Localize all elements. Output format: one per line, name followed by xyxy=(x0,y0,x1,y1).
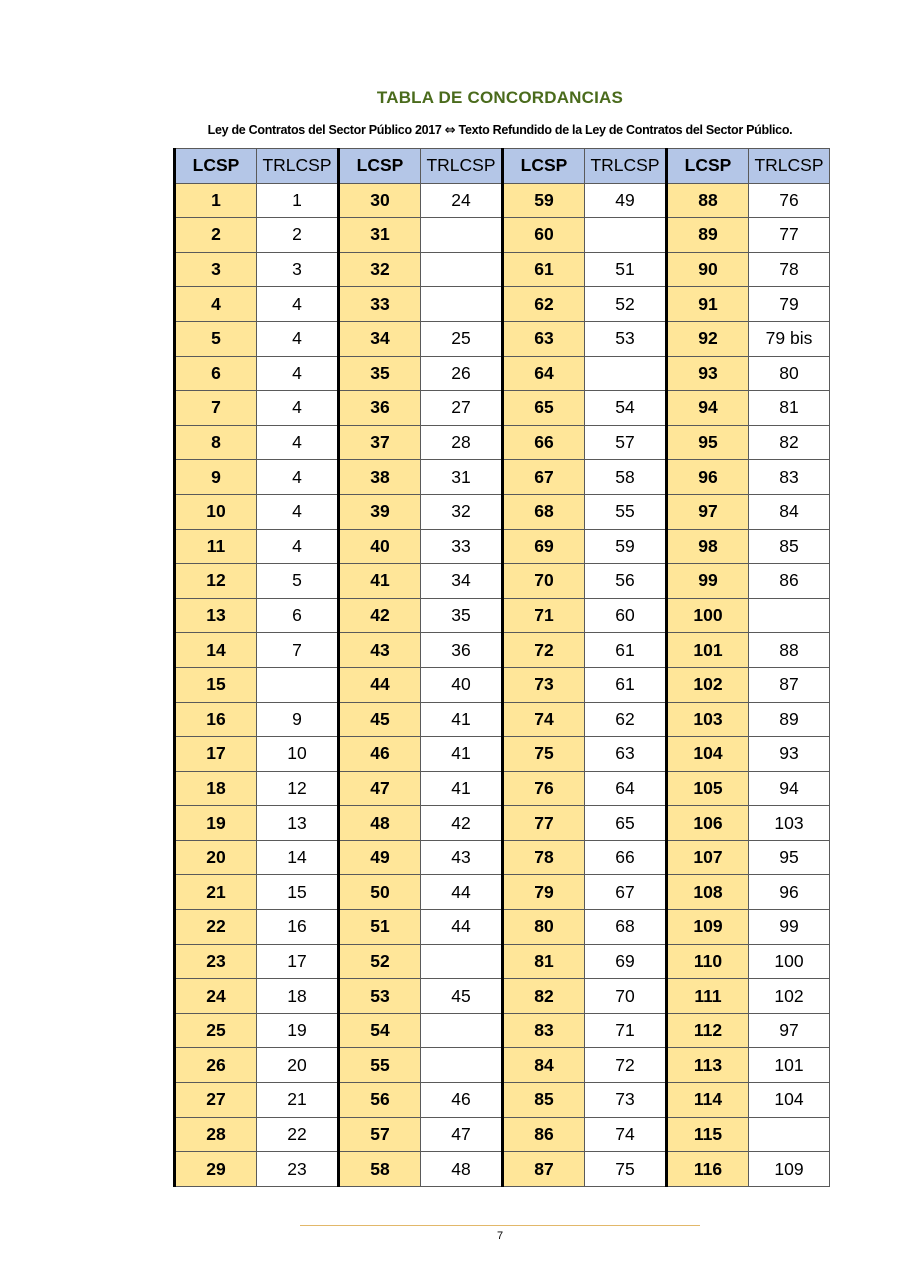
table-row xyxy=(175,321,830,356)
cell-lcsp: 109 xyxy=(667,910,749,945)
cell-lcsp: 30 xyxy=(339,183,421,218)
cell-trlcsp: 85 xyxy=(749,529,830,564)
cell-trlcsp: 59 xyxy=(585,529,667,564)
cell-trlcsp: 19 xyxy=(257,1013,339,1048)
concordance-table xyxy=(173,148,830,1187)
cell-trlcsp xyxy=(585,356,667,391)
column-header-trlcsp: TRLCSP xyxy=(257,149,339,184)
cell-trlcsp: 103 xyxy=(749,806,830,841)
cell-lcsp: 13 xyxy=(175,598,257,633)
cell-trlcsp: 93 xyxy=(749,737,830,772)
cell-lcsp: 58 xyxy=(339,1152,421,1187)
cell-trlcsp: 24 xyxy=(421,183,503,218)
cell-trlcsp: 60 xyxy=(585,598,667,633)
cell-trlcsp: 12 xyxy=(257,771,339,806)
cell-trlcsp: 13 xyxy=(257,806,339,841)
cell-lcsp: 62 xyxy=(503,287,585,322)
cell-trlcsp: 10 xyxy=(257,737,339,772)
table-row xyxy=(175,252,830,287)
cell-trlcsp: 96 xyxy=(749,875,830,910)
cell-trlcsp: 109 xyxy=(749,1152,830,1187)
cell-lcsp: 98 xyxy=(667,529,749,564)
cell-lcsp: 111 xyxy=(667,979,749,1014)
cell-trlcsp: 5 xyxy=(257,564,339,599)
cell-lcsp: 65 xyxy=(503,391,585,426)
cell-trlcsp: 35 xyxy=(421,598,503,633)
cell-lcsp: 26 xyxy=(175,1048,257,1083)
cell-lcsp: 63 xyxy=(503,321,585,356)
cell-lcsp: 49 xyxy=(339,840,421,875)
cell-lcsp: 105 xyxy=(667,771,749,806)
cell-trlcsp: 47 xyxy=(421,1117,503,1152)
cell-trlcsp xyxy=(421,287,503,322)
cell-lcsp: 18 xyxy=(175,771,257,806)
cell-trlcsp: 4 xyxy=(257,391,339,426)
cell-trlcsp: 75 xyxy=(585,1152,667,1187)
column-header-trlcsp: TRLCSP xyxy=(585,149,667,184)
cell-trlcsp: 4 xyxy=(257,356,339,391)
cell-lcsp: 16 xyxy=(175,702,257,737)
cell-lcsp: 50 xyxy=(339,875,421,910)
cell-trlcsp: 4 xyxy=(257,287,339,322)
cell-lcsp: 34 xyxy=(339,321,421,356)
cell-trlcsp: 61 xyxy=(585,667,667,702)
cell-lcsp: 55 xyxy=(339,1048,421,1083)
cell-lcsp: 75 xyxy=(503,737,585,772)
cell-lcsp: 43 xyxy=(339,633,421,668)
cell-lcsp: 68 xyxy=(503,494,585,529)
cell-lcsp: 52 xyxy=(339,944,421,979)
cell-trlcsp: 63 xyxy=(585,737,667,772)
cell-lcsp: 67 xyxy=(503,460,585,495)
cell-lcsp: 31 xyxy=(339,218,421,253)
cell-trlcsp: 45 xyxy=(421,979,503,1014)
cell-lcsp: 89 xyxy=(667,218,749,253)
cell-trlcsp: 4 xyxy=(257,425,339,460)
table-row xyxy=(175,494,830,529)
cell-lcsp: 45 xyxy=(339,702,421,737)
cell-lcsp: 32 xyxy=(339,252,421,287)
cell-trlcsp: 4 xyxy=(257,460,339,495)
cell-trlcsp: 14 xyxy=(257,840,339,875)
cell-trlcsp: 73 xyxy=(585,1083,667,1118)
cell-trlcsp: 95 xyxy=(749,840,830,875)
table-row xyxy=(175,391,830,426)
cell-lcsp: 41 xyxy=(339,564,421,599)
cell-lcsp: 37 xyxy=(339,425,421,460)
cell-lcsp: 93 xyxy=(667,356,749,391)
table-row xyxy=(175,771,830,806)
cell-lcsp: 5 xyxy=(175,321,257,356)
cell-lcsp: 90 xyxy=(667,252,749,287)
cell-trlcsp: 102 xyxy=(749,979,830,1014)
cell-trlcsp: 40 xyxy=(421,667,503,702)
cell-trlcsp: 84 xyxy=(749,494,830,529)
cell-lcsp: 101 xyxy=(667,633,749,668)
cell-trlcsp: 54 xyxy=(585,391,667,426)
cell-trlcsp: 88 xyxy=(749,633,830,668)
column-header-trlcsp: TRLCSP xyxy=(749,149,830,184)
page-number: 7 xyxy=(496,1230,504,1242)
cell-trlcsp xyxy=(421,218,503,253)
cell-lcsp: 102 xyxy=(667,667,749,702)
cell-lcsp: 96 xyxy=(667,460,749,495)
cell-lcsp: 1 xyxy=(175,183,257,218)
cell-trlcsp: 3 xyxy=(257,252,339,287)
cell-lcsp: 4 xyxy=(175,287,257,322)
cell-lcsp: 100 xyxy=(667,598,749,633)
table-row xyxy=(175,598,830,633)
cell-lcsp: 77 xyxy=(503,806,585,841)
cell-trlcsp: 20 xyxy=(257,1048,339,1083)
cell-trlcsp: 44 xyxy=(421,875,503,910)
cell-trlcsp: 104 xyxy=(749,1083,830,1118)
cell-lcsp: 104 xyxy=(667,737,749,772)
cell-trlcsp: 53 xyxy=(585,321,667,356)
cell-trlcsp: 16 xyxy=(257,910,339,945)
cell-lcsp: 28 xyxy=(175,1117,257,1152)
cell-lcsp: 81 xyxy=(503,944,585,979)
double-arrow-icon: ⇔ xyxy=(444,123,456,138)
cell-lcsp: 114 xyxy=(667,1083,749,1118)
table-row xyxy=(175,287,830,322)
cell-trlcsp: 31 xyxy=(421,460,503,495)
column-header-lcsp: LCSP xyxy=(175,149,257,184)
cell-trlcsp: 67 xyxy=(585,875,667,910)
cell-trlcsp xyxy=(421,944,503,979)
cell-lcsp: 115 xyxy=(667,1117,749,1152)
cell-lcsp: 108 xyxy=(667,875,749,910)
table-row xyxy=(175,944,830,979)
cell-lcsp: 71 xyxy=(503,598,585,633)
cell-trlcsp: 27 xyxy=(421,391,503,426)
cell-trlcsp: 97 xyxy=(749,1013,830,1048)
cell-lcsp: 76 xyxy=(503,771,585,806)
cell-lcsp: 51 xyxy=(339,910,421,945)
table-row xyxy=(175,218,830,253)
cell-lcsp: 47 xyxy=(339,771,421,806)
cell-lcsp: 7 xyxy=(175,391,257,426)
cell-trlcsp: 79 bis xyxy=(749,321,830,356)
cell-lcsp: 99 xyxy=(667,564,749,599)
cell-lcsp: 19 xyxy=(175,806,257,841)
cell-trlcsp: 51 xyxy=(585,252,667,287)
cell-lcsp: 57 xyxy=(339,1117,421,1152)
table-row xyxy=(175,875,830,910)
cell-trlcsp: 80 xyxy=(749,356,830,391)
footer-divider xyxy=(300,1225,700,1226)
document-subtitle xyxy=(0,123,906,138)
table-row xyxy=(175,1152,830,1187)
cell-lcsp: 17 xyxy=(175,737,257,772)
cell-trlcsp: 48 xyxy=(421,1152,503,1187)
cell-trlcsp: 100 xyxy=(749,944,830,979)
table-row xyxy=(175,529,830,564)
cell-trlcsp: 42 xyxy=(421,806,503,841)
table-row xyxy=(175,667,830,702)
cell-lcsp: 91 xyxy=(667,287,749,322)
cell-trlcsp: 2 xyxy=(257,218,339,253)
cell-trlcsp: 52 xyxy=(585,287,667,322)
cell-trlcsp: 82 xyxy=(749,425,830,460)
cell-trlcsp: 70 xyxy=(585,979,667,1014)
cell-lcsp: 9 xyxy=(175,460,257,495)
cell-trlcsp: 23 xyxy=(257,1152,339,1187)
table-row xyxy=(175,737,830,772)
cell-lcsp: 84 xyxy=(503,1048,585,1083)
cell-lcsp: 85 xyxy=(503,1083,585,1118)
cell-lcsp: 116 xyxy=(667,1152,749,1187)
cell-lcsp: 10 xyxy=(175,494,257,529)
cell-trlcsp xyxy=(421,252,503,287)
cell-trlcsp: 77 xyxy=(749,218,830,253)
cell-lcsp: 74 xyxy=(503,702,585,737)
cell-lcsp: 25 xyxy=(175,1013,257,1048)
cell-trlcsp: 57 xyxy=(585,425,667,460)
table-row xyxy=(175,183,830,218)
cell-lcsp: 29 xyxy=(175,1152,257,1187)
cell-trlcsp: 1 xyxy=(257,183,339,218)
cell-lcsp: 33 xyxy=(339,287,421,322)
table-header-row xyxy=(175,149,830,184)
cell-trlcsp: 62 xyxy=(585,702,667,737)
cell-trlcsp: 89 xyxy=(749,702,830,737)
subtitle-left: Ley de Contratos del Sector Público 2017 xyxy=(207,123,442,137)
cell-trlcsp: 68 xyxy=(585,910,667,945)
cell-lcsp: 54 xyxy=(339,1013,421,1048)
cell-trlcsp: 9 xyxy=(257,702,339,737)
cell-trlcsp xyxy=(749,598,830,633)
cell-trlcsp xyxy=(421,1048,503,1083)
cell-lcsp: 86 xyxy=(503,1117,585,1152)
cell-trlcsp: 64 xyxy=(585,771,667,806)
cell-trlcsp: 41 xyxy=(421,771,503,806)
cell-lcsp: 59 xyxy=(503,183,585,218)
cell-trlcsp: 6 xyxy=(257,598,339,633)
cell-lcsp: 61 xyxy=(503,252,585,287)
cell-trlcsp: 32 xyxy=(421,494,503,529)
cell-trlcsp xyxy=(421,1013,503,1048)
cell-trlcsp: 22 xyxy=(257,1117,339,1152)
cell-trlcsp: 28 xyxy=(421,425,503,460)
cell-trlcsp: 43 xyxy=(421,840,503,875)
table-row xyxy=(175,910,830,945)
column-header-lcsp: LCSP xyxy=(503,149,585,184)
cell-lcsp: 92 xyxy=(667,321,749,356)
cell-trlcsp: 79 xyxy=(749,287,830,322)
table-row xyxy=(175,806,830,841)
cell-trlcsp: 66 xyxy=(585,840,667,875)
cell-lcsp: 66 xyxy=(503,425,585,460)
table-row xyxy=(175,1013,830,1048)
cell-lcsp: 23 xyxy=(175,944,257,979)
cell-lcsp: 22 xyxy=(175,910,257,945)
cell-trlcsp: 41 xyxy=(421,702,503,737)
cell-lcsp: 24 xyxy=(175,979,257,1014)
cell-trlcsp: 87 xyxy=(749,667,830,702)
cell-trlcsp xyxy=(257,667,339,702)
table-row xyxy=(175,564,830,599)
cell-lcsp: 64 xyxy=(503,356,585,391)
cell-lcsp: 56 xyxy=(339,1083,421,1118)
cell-trlcsp: 4 xyxy=(257,494,339,529)
cell-trlcsp: 21 xyxy=(257,1083,339,1118)
cell-lcsp: 97 xyxy=(667,494,749,529)
cell-lcsp: 14 xyxy=(175,633,257,668)
cell-trlcsp: 25 xyxy=(421,321,503,356)
cell-lcsp: 15 xyxy=(175,667,257,702)
cell-lcsp: 60 xyxy=(503,218,585,253)
cell-trlcsp: 58 xyxy=(585,460,667,495)
cell-trlcsp: 46 xyxy=(421,1083,503,1118)
cell-lcsp: 82 xyxy=(503,979,585,1014)
cell-lcsp: 6 xyxy=(175,356,257,391)
cell-trlcsp: 44 xyxy=(421,910,503,945)
cell-lcsp: 107 xyxy=(667,840,749,875)
table-row xyxy=(175,1083,830,1118)
cell-trlcsp: 34 xyxy=(421,564,503,599)
table-row xyxy=(175,702,830,737)
cell-trlcsp: 18 xyxy=(257,979,339,1014)
cell-lcsp: 21 xyxy=(175,875,257,910)
table-row xyxy=(175,633,830,668)
cell-trlcsp: 81 xyxy=(749,391,830,426)
cell-lcsp: 78 xyxy=(503,840,585,875)
cell-trlcsp: 33 xyxy=(421,529,503,564)
cell-lcsp: 39 xyxy=(339,494,421,529)
cell-trlcsp: 76 xyxy=(749,183,830,218)
cell-trlcsp: 56 xyxy=(585,564,667,599)
table-row xyxy=(175,1048,830,1083)
cell-lcsp: 48 xyxy=(339,806,421,841)
cell-lcsp: 27 xyxy=(175,1083,257,1118)
table-row xyxy=(175,460,830,495)
cell-lcsp: 3 xyxy=(175,252,257,287)
cell-trlcsp: 101 xyxy=(749,1048,830,1083)
cell-lcsp: 112 xyxy=(667,1013,749,1048)
cell-lcsp: 73 xyxy=(503,667,585,702)
cell-lcsp: 88 xyxy=(667,183,749,218)
column-header-lcsp: LCSP xyxy=(339,149,421,184)
cell-trlcsp: 83 xyxy=(749,460,830,495)
cell-trlcsp: 69 xyxy=(585,944,667,979)
table-row xyxy=(175,425,830,460)
cell-trlcsp: 4 xyxy=(257,529,339,564)
cell-trlcsp: 41 xyxy=(421,737,503,772)
cell-trlcsp: 15 xyxy=(257,875,339,910)
cell-lcsp: 8 xyxy=(175,425,257,460)
cell-lcsp: 72 xyxy=(503,633,585,668)
cell-lcsp: 79 xyxy=(503,875,585,910)
cell-lcsp: 12 xyxy=(175,564,257,599)
column-header-trlcsp: TRLCSP xyxy=(421,149,503,184)
table-row xyxy=(175,1117,830,1152)
cell-trlcsp: 71 xyxy=(585,1013,667,1048)
cell-lcsp: 11 xyxy=(175,529,257,564)
cell-trlcsp: 26 xyxy=(421,356,503,391)
table-row xyxy=(175,356,830,391)
cell-lcsp: 87 xyxy=(503,1152,585,1187)
cell-lcsp: 53 xyxy=(339,979,421,1014)
cell-lcsp: 106 xyxy=(667,806,749,841)
cell-trlcsp: 36 xyxy=(421,633,503,668)
cell-trlcsp: 94 xyxy=(749,771,830,806)
cell-lcsp: 83 xyxy=(503,1013,585,1048)
cell-trlcsp: 72 xyxy=(585,1048,667,1083)
cell-trlcsp: 4 xyxy=(257,321,339,356)
cell-trlcsp: 78 xyxy=(749,252,830,287)
cell-lcsp: 36 xyxy=(339,391,421,426)
subtitle-right: Texto Refundido de la Ley de Contratos del Sector Público. xyxy=(458,123,793,137)
cell-trlcsp xyxy=(749,1117,830,1152)
table-row xyxy=(175,840,830,875)
cell-trlcsp: 61 xyxy=(585,633,667,668)
document-title: TABLA DE CONCORDANCIAS xyxy=(376,88,624,107)
cell-lcsp: 44 xyxy=(339,667,421,702)
cell-lcsp: 46 xyxy=(339,737,421,772)
cell-lcsp: 69 xyxy=(503,529,585,564)
cell-trlcsp: 74 xyxy=(585,1117,667,1152)
table-body xyxy=(175,183,830,1186)
cell-trlcsp: 65 xyxy=(585,806,667,841)
cell-trlcsp: 99 xyxy=(749,910,830,945)
cell-trlcsp: 55 xyxy=(585,494,667,529)
cell-trlcsp xyxy=(585,218,667,253)
cell-lcsp: 94 xyxy=(667,391,749,426)
cell-lcsp: 110 xyxy=(667,944,749,979)
cell-lcsp: 35 xyxy=(339,356,421,391)
cell-trlcsp: 86 xyxy=(749,564,830,599)
cell-lcsp: 38 xyxy=(339,460,421,495)
cell-trlcsp: 7 xyxy=(257,633,339,668)
cell-lcsp: 20 xyxy=(175,840,257,875)
cell-lcsp: 70 xyxy=(503,564,585,599)
cell-lcsp: 80 xyxy=(503,910,585,945)
cell-lcsp: 42 xyxy=(339,598,421,633)
table-row xyxy=(175,979,830,1014)
cell-trlcsp: 17 xyxy=(257,944,339,979)
cell-lcsp: 113 xyxy=(667,1048,749,1083)
cell-lcsp: 2 xyxy=(175,218,257,253)
cell-lcsp: 103 xyxy=(667,702,749,737)
column-header-lcsp: LCSP xyxy=(667,149,749,184)
cell-lcsp: 95 xyxy=(667,425,749,460)
cell-lcsp: 40 xyxy=(339,529,421,564)
cell-trlcsp: 49 xyxy=(585,183,667,218)
